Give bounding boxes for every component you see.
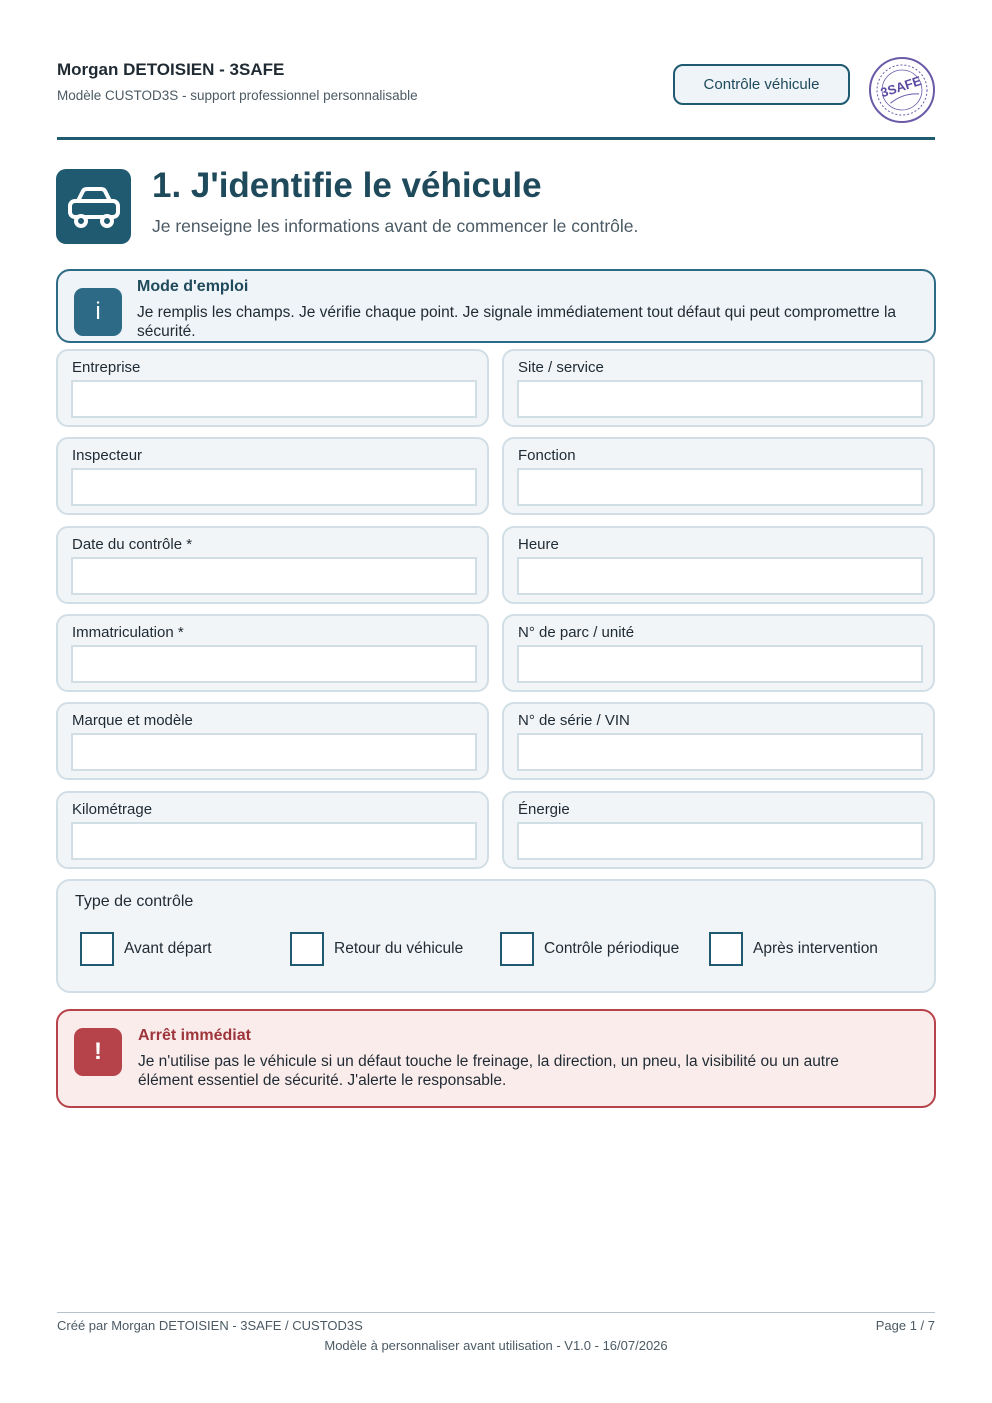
- info-title: Mode d'emploi: [137, 278, 249, 295]
- option-avant-depart[interactable]: [80, 932, 212, 966]
- numero-serie-vin-input[interactable]: [517, 733, 923, 771]
- control-type-title: Type de contrôle: [75, 893, 194, 910]
- marque-modele-input[interactable]: [71, 733, 477, 771]
- option-label: Après intervention: [753, 940, 878, 957]
- field-label: Kilométrage: [72, 801, 153, 818]
- page-header: [57, 58, 935, 140]
- field-label: Entreprise: [72, 359, 141, 376]
- footer-credit: Créé par Morgan DETOISIEN - 3SAFE / CUSTOD3S: [57, 1318, 363, 1333]
- field-label: Marque et modèle: [72, 712, 193, 729]
- field-label: Énergie: [518, 801, 570, 818]
- page-title: 1. J'identifie le véhicule: [152, 166, 542, 205]
- checkbox[interactable]: [80, 932, 114, 966]
- checkbox[interactable]: [709, 932, 743, 966]
- document-type-badge: Contrôle véhicule: [673, 64, 850, 105]
- energie-input[interactable]: [517, 822, 923, 860]
- alert-text: Je n'utilise pas le véhicule si un défaut touche le freinage, la direction, un pneu, la visibilité ou un autre élément essentiel de sécurité. J'alerte le responsable.: [138, 1053, 839, 1089]
- field-energie: [502, 791, 935, 869]
- 3safe-stamp-logo: [867, 55, 937, 125]
- info-text: Je remplis les champs. Je vérifie chaque point. Je signale immédiatement tout défaut qui peut compromettre la sécurité.: [137, 304, 897, 340]
- kilometrage-input[interactable]: [71, 822, 477, 860]
- info-box: [56, 269, 936, 343]
- heure-input[interactable]: [517, 557, 923, 595]
- field-label: Date du contrôle *: [72, 536, 193, 553]
- checkbox[interactable]: [500, 932, 534, 966]
- option-controle-periodique[interactable]: [500, 932, 679, 966]
- field-site-service: [502, 349, 935, 427]
- field-label: Fonction: [518, 447, 576, 464]
- option-label: Retour du véhicule: [334, 940, 464, 957]
- page-subtitle: Je renseigne les informations avant de commencer le contrôle.: [152, 216, 639, 236]
- footer-divider: [57, 1312, 935, 1313]
- car-icon: [56, 169, 131, 244]
- alert-title: Arrêt immédiat: [138, 1027, 251, 1044]
- field-label: Inspecteur: [72, 447, 143, 464]
- field-numero-parc: [502, 614, 935, 692]
- field-heure: [502, 526, 935, 604]
- checkbox[interactable]: [290, 932, 324, 966]
- field-label: N° de série / VIN: [518, 712, 630, 729]
- field-label: Immatriculation *: [72, 624, 184, 641]
- page-number: Page 1 / 7: [875, 1318, 935, 1333]
- field-kilometrage: [56, 791, 489, 869]
- field-numero-serie-vin: [502, 702, 935, 780]
- field-label: Site / service: [518, 359, 604, 376]
- author-name: Morgan DETOISIEN - 3SAFE: [57, 60, 285, 79]
- field-date-controle: [56, 526, 489, 604]
- inspecteur-input[interactable]: [71, 468, 477, 506]
- field-label: N° de parc / unité: [518, 624, 635, 641]
- option-retour-vehicule[interactable]: [290, 932, 463, 966]
- alert-box: [56, 1009, 936, 1108]
- immatriculation-input[interactable]: [71, 645, 477, 683]
- site-service-input[interactable]: [517, 380, 923, 418]
- numero-parc-input[interactable]: [517, 645, 923, 683]
- field-immatriculation: [56, 614, 489, 692]
- option-apres-intervention[interactable]: [709, 932, 878, 966]
- control-type-box: [56, 879, 936, 993]
- option-label: Contrôle périodique: [544, 940, 680, 957]
- warning-icon: !: [74, 1028, 122, 1076]
- date-controle-input[interactable]: [71, 557, 477, 595]
- model-line: Modèle CUSTOD3S - support professionnel personnalisable: [57, 88, 418, 103]
- info-icon: i: [74, 288, 122, 336]
- footer-version: Modèle à personnaliser avant utilisation - V1.0 - 16/07/2026: [324, 1338, 668, 1353]
- option-label: Avant départ: [124, 940, 212, 957]
- field-fonction: [502, 437, 935, 515]
- entreprise-input[interactable]: [71, 380, 477, 418]
- field-inspecteur: [56, 437, 489, 515]
- fonction-input[interactable]: [517, 468, 923, 506]
- field-entreprise: [56, 349, 489, 427]
- field-label: Heure: [518, 536, 559, 553]
- field-marque-modele: [56, 702, 489, 780]
- logo-text: 3SAFE: [878, 73, 924, 101]
